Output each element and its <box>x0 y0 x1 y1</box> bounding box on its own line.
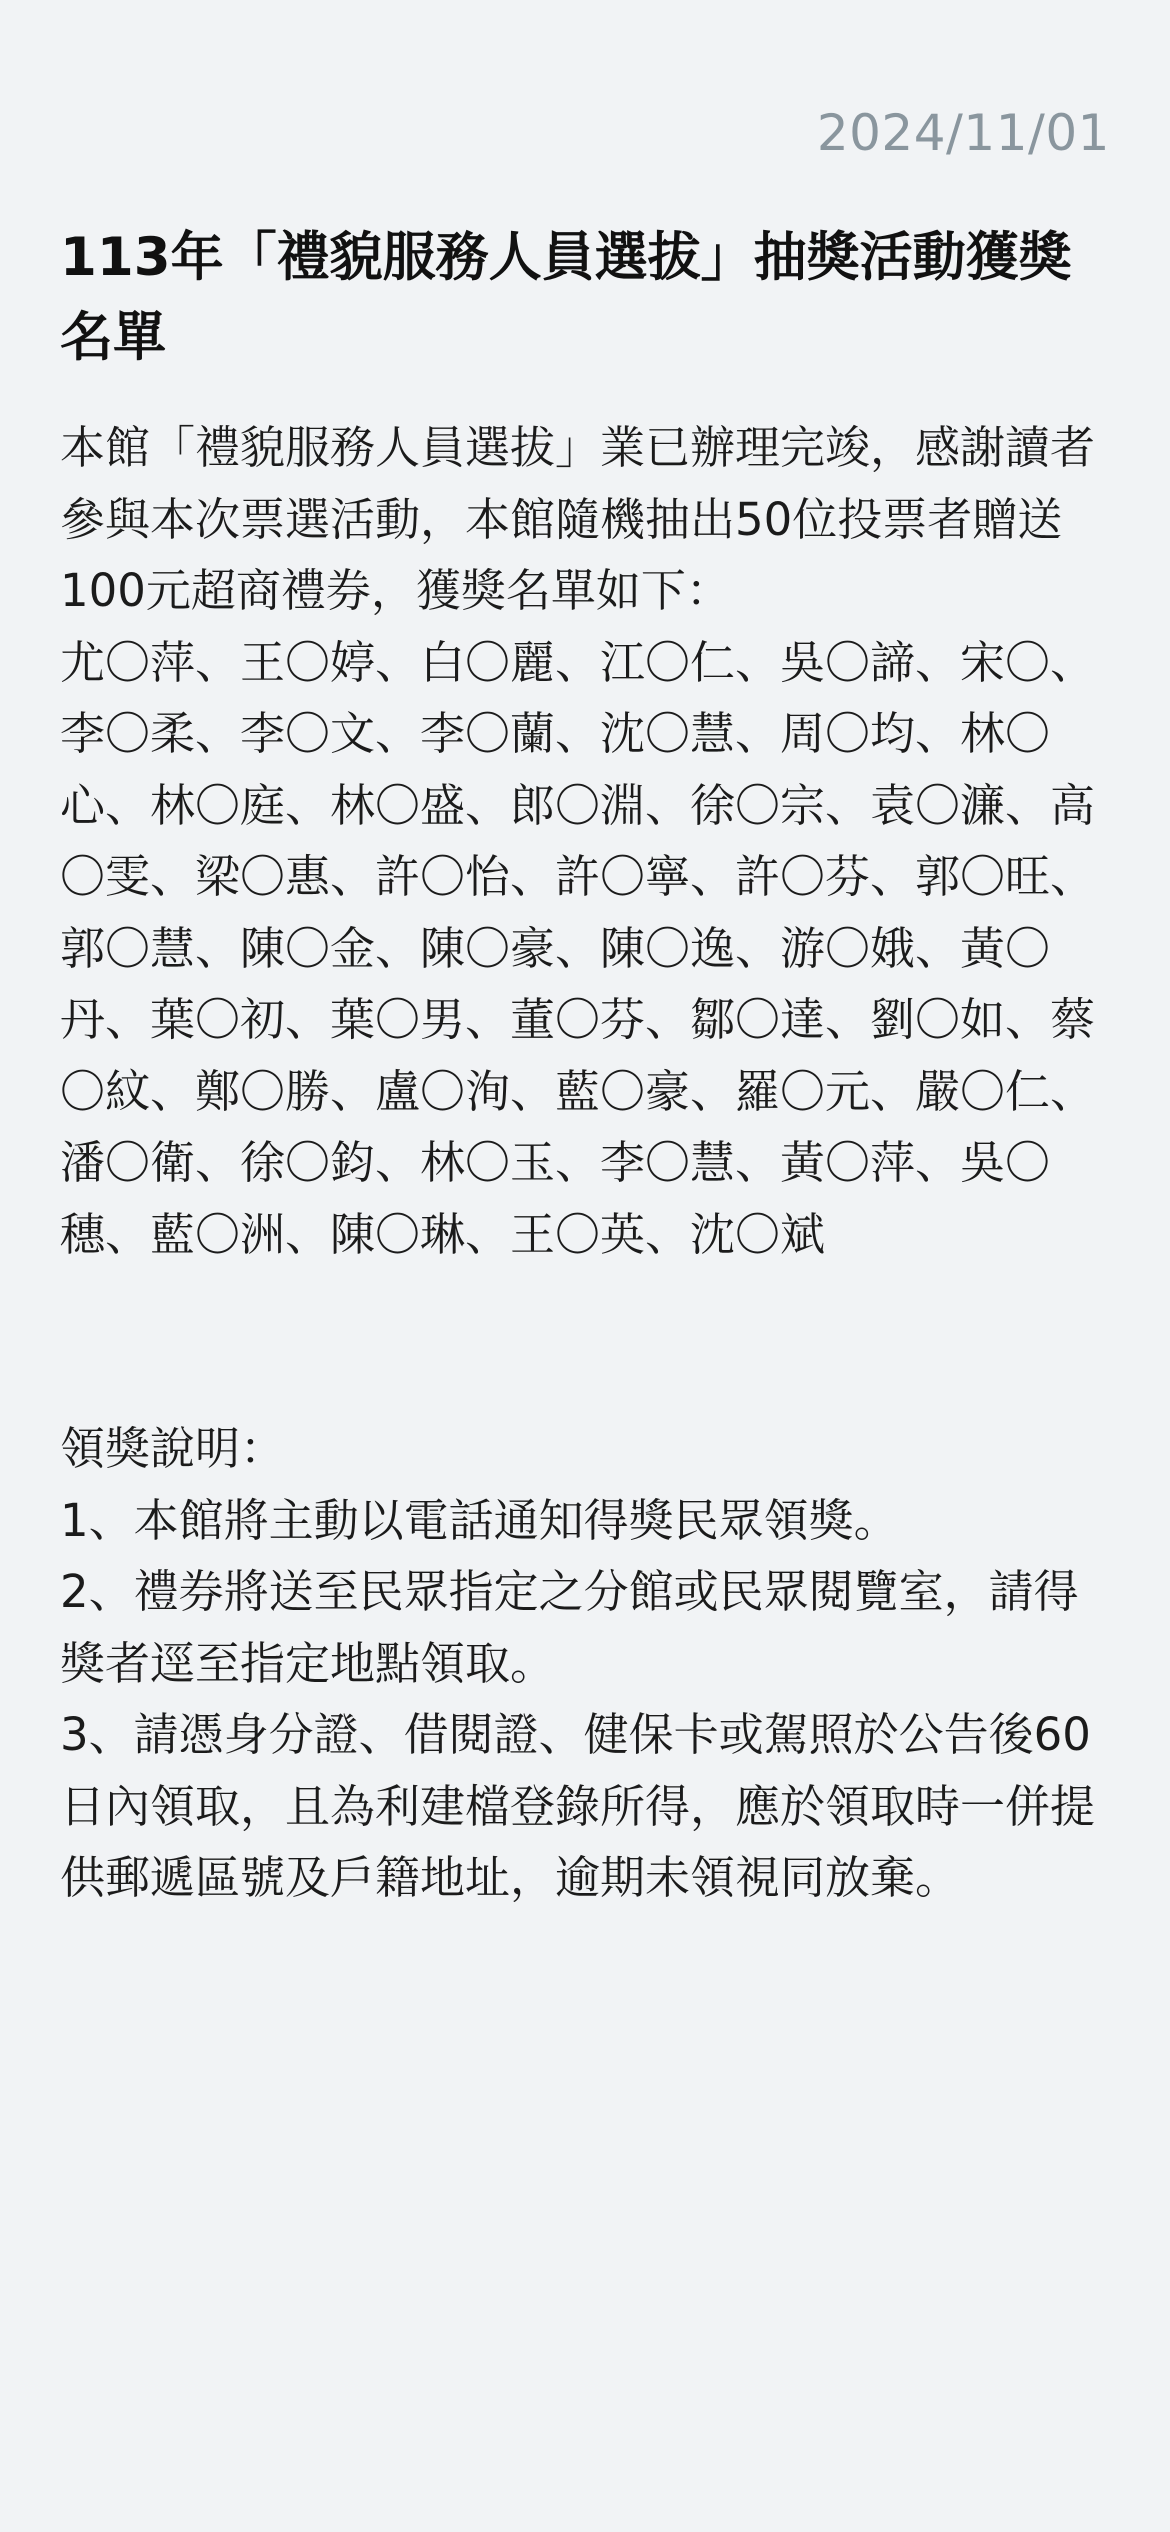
note-item-3: 3、請憑身分證、借閱證、健保卡或駕照於公告後60日內領取，且為利建檔登錄所得，應於領取時一併提供郵遞區號及戶籍地址，逾期未領視同放棄。 <box>60 1708 1096 1904</box>
section-spacer <box>60 1270 1110 1413</box>
notes-list <box>60 1485 1110 1914</box>
page-title: 113年「禮貌服務人員選拔」抽獎活動獲獎名單 <box>60 227 1072 368</box>
intro-paragraph: 本館「禮貌服務人員選拔」業已辦理完竣，感謝讀者參與本次票選活動，本館隨機抽出50位投票者贈送100元超商禮券，獲獎名單如下： <box>60 421 1096 617</box>
announcement-body <box>60 412 1110 1914</box>
notes-heading: 領獎說明： <box>60 1422 286 1475</box>
publish-date: 2024/11/01 <box>816 104 1110 162</box>
winner-list: 尤〇萍、王〇婷、白〇麗、江〇仁、吳〇諦、宋〇、李〇柔、李〇文、李〇蘭、沈〇慧、周〇均、林〇心、林〇庭、林〇盛、郎〇淵、徐〇宗、袁〇濂、高〇雯、梁〇惠、許〇怡、許〇寧、許〇芬、郭〇旺、郭〇慧、陳〇金、陳〇豪、陳〇逸、游〇娥、黃〇丹、葉〇初、葉〇男、董〇芬、鄒〇達、劉〇如、蔡〇紋、鄭〇勝、盧〇洵、藍〇豪、羅〇元、嚴〇仁、潘〇衛、徐〇鈞、林〇玉、李〇慧、黃〇萍、吳〇穗、藍〇洲、陳〇琳、王〇英、沈〇斌 <box>60 635 1096 1261</box>
note-item-1: 1、本館將主動以電話通知得獎民眾領獎。 <box>60 1493 899 1547</box>
note-item-2: 2、禮券將送至民眾指定之分館或民眾閱覽室，請得獎者逕至指定地點領取。 <box>60 1565 1079 1690</box>
